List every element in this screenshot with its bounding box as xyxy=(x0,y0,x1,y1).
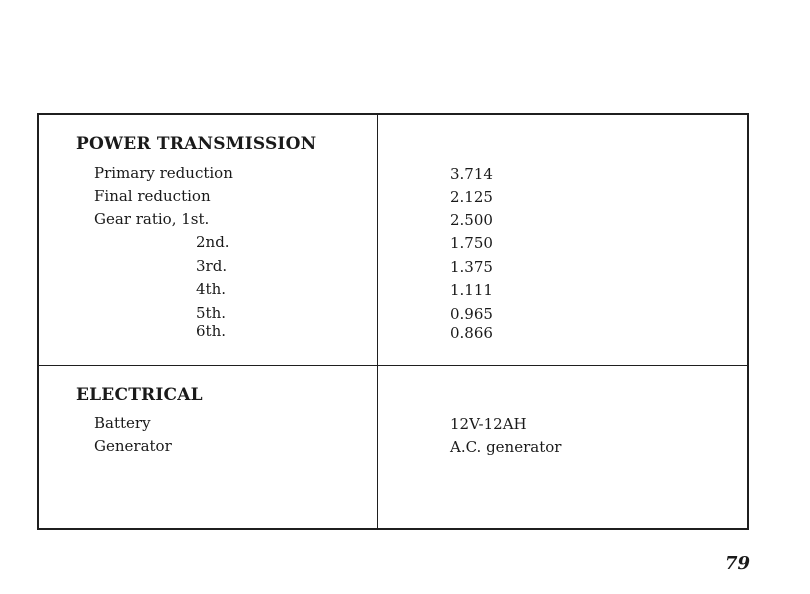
final-reduction-label: Final reduction xyxy=(94,187,211,205)
gear-3rd-value: 1.375 xyxy=(450,258,493,276)
gear-2nd-label: 2nd. xyxy=(196,233,230,251)
gear-6th-label: 6th. xyxy=(196,322,226,340)
gear-4th-value: 1.111 xyxy=(450,281,493,299)
gear-5th-value: 0.965 xyxy=(450,305,493,323)
battery-label: Battery xyxy=(94,414,151,432)
section-divider xyxy=(39,365,747,366)
primary-reduction-value: 3.714 xyxy=(450,165,493,183)
gear-1st-value: 2.500 xyxy=(450,211,493,229)
gear-3rd-label: 3rd. xyxy=(196,257,228,275)
generator-value: A.C. generator xyxy=(450,438,562,456)
gear-5th-label: 5th. xyxy=(196,304,226,322)
primary-reduction-label: Primary reduction xyxy=(94,164,233,182)
generator-label: Generator xyxy=(94,437,172,455)
spec-table xyxy=(37,113,749,530)
gear-6th-value: 0.866 xyxy=(450,324,493,342)
column-divider xyxy=(377,115,378,528)
power-transmission-heading: POWER TRANSMISSION xyxy=(76,134,317,154)
final-reduction-value: 2.125 xyxy=(450,188,493,206)
gear-2nd-value: 1.750 xyxy=(450,234,493,252)
gear-4th-label: 4th. xyxy=(196,280,226,298)
gear-ratio-1st-label: Gear ratio, 1st. xyxy=(94,210,210,228)
page-number: 79 xyxy=(724,553,750,574)
electrical-heading: ELECTRICAL xyxy=(76,385,203,405)
battery-value: 12V-12AH xyxy=(450,415,527,433)
